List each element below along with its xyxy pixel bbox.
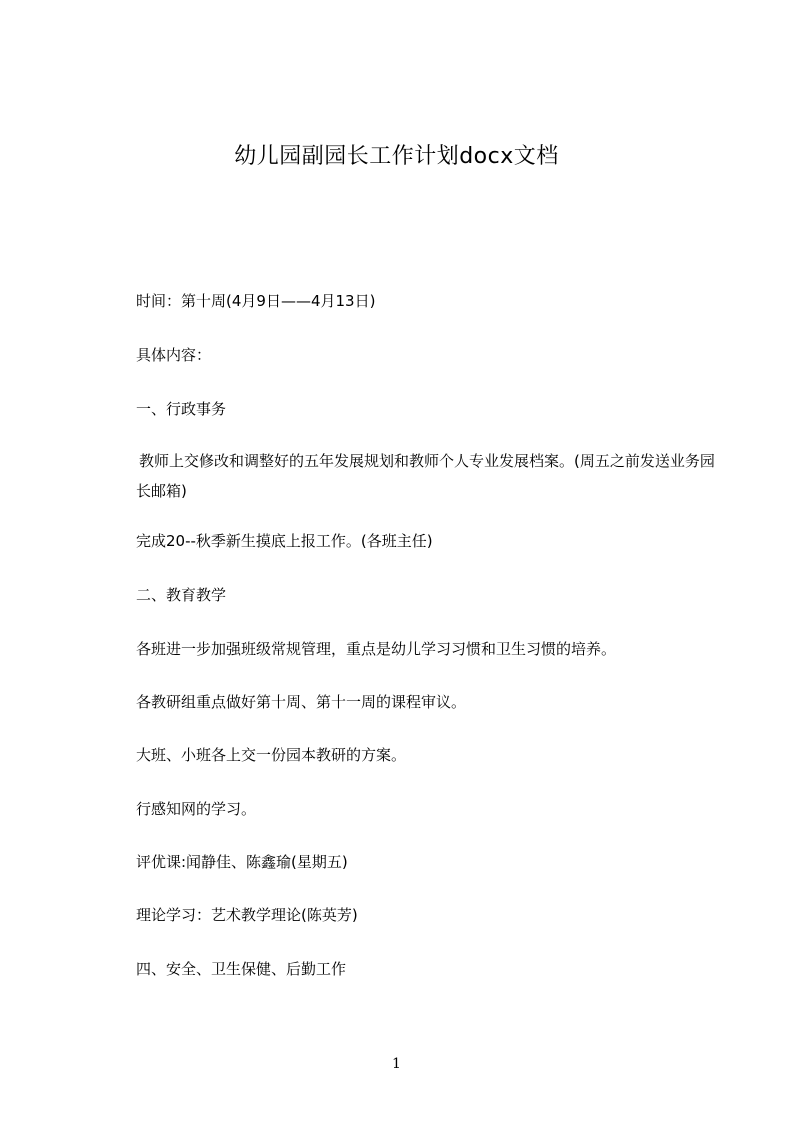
paragraph-teaching-2: 各教研组重点做好第十周、第十一周的课程审议。 — [136, 693, 467, 711]
section-heading-teaching: 二、教育教学 — [136, 586, 227, 604]
paragraph-teaching-4: 行感知网的学习。 — [136, 800, 257, 818]
paragraph-content-heading: 具体内容： — [136, 346, 212, 364]
paragraph-teaching-3: 大班、小班各上交一份园本教研的方案。 — [136, 746, 407, 764]
section-heading-admin: 一、行政事务 — [136, 400, 227, 418]
paragraph-teaching-5: 评优课:闻静佳、陈鑫瑜(星期五) — [136, 853, 348, 871]
paragraph-time: 时间：第十周(4月9日——4月13日) — [136, 292, 376, 310]
page-number: 1 — [392, 1056, 401, 1072]
paragraph-teaching-6: 理论学习：艺术教学理论(陈英芳) — [136, 906, 358, 924]
paragraph-admin-1: 教师上交修改和调整好的五年发展规划和教师个人专业发展档案。(周五之前发送业务园长邮箱) — [136, 452, 715, 500]
paragraph-admin-2: 完成20--秋季新生摸底上报工作。(各班主任) — [136, 532, 433, 550]
document-title: 幼儿园副园长工作计划docx文档 — [234, 144, 559, 169]
section-heading-safety: 四、安全、卫生保健、后勤工作 — [136, 960, 347, 978]
paragraph-teaching-1: 各班进一步加强班级常规管理，重点是幼儿学习习惯和卫生习惯的培养。 — [136, 640, 617, 658]
